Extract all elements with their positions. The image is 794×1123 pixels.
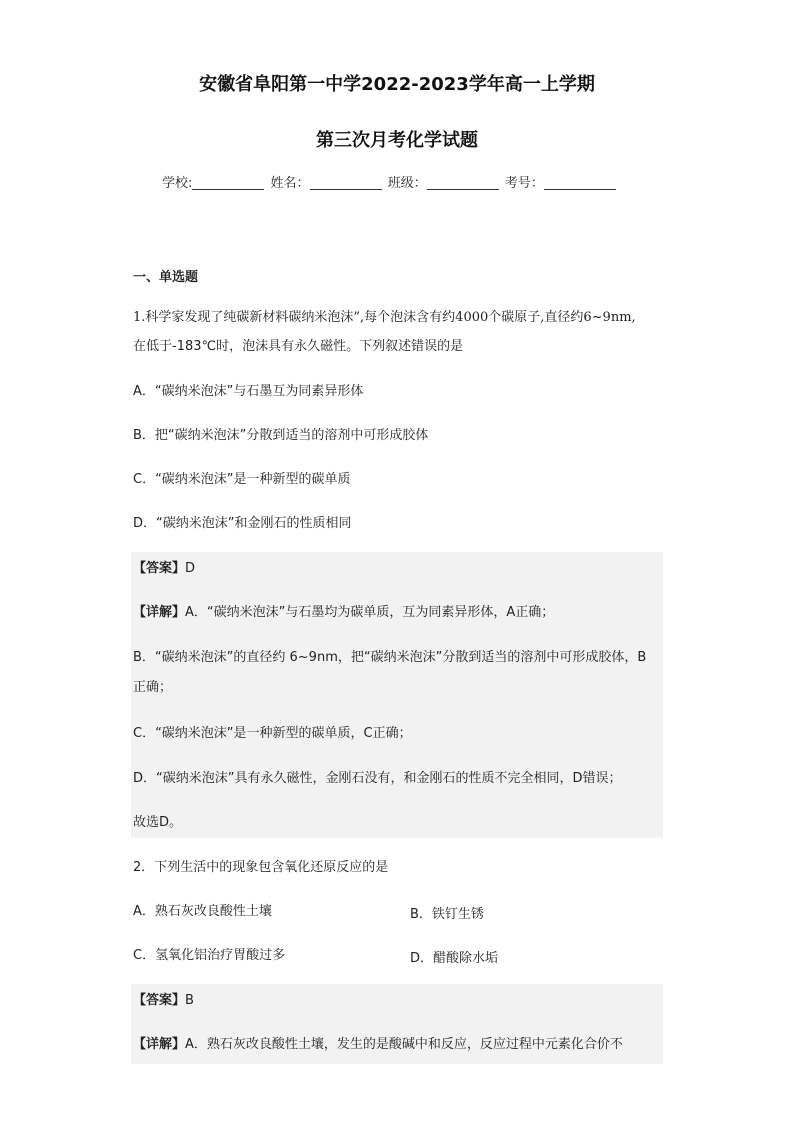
school-blank	[192, 175, 264, 190]
school-label: 学校:	[162, 176, 193, 191]
exam-title-line2: 第三次月考化学试题	[316, 130, 478, 151]
q1-stem-line1: 1.科学家发现了纯碳新材料碳纳米泡沫”,每个泡沫含有约4000个碳原子,直径约6~9nm,	[133, 310, 636, 325]
exam-title-line1: 安徽省阜阳第一中学2022-2023学年高一上学期	[199, 74, 595, 95]
q1-option-b: B．把“碳纳米泡沫”分散到适当的溶剂中可形成胶体	[133, 428, 429, 443]
q1-detail-line2: B．“碳纳米泡沫”的直径约 6~9nm，把“碳纳米泡沫”分散到适当的溶剂中可形成胶体，B	[133, 650, 647, 665]
q1-option-d: D．“碳纳米泡沫”和金刚石的性质相同	[133, 516, 352, 531]
class-label: 班级：	[387, 176, 427, 191]
q2-detail-label: 【详解】	[133, 1037, 186, 1052]
exam-number-blank	[544, 175, 616, 190]
q1-detail-line5: D．“碳纳米泡沫”具有永久磁性，金刚石没有，和金刚石的性质不完全相同，D错误；	[133, 771, 622, 786]
q1-detail-text1: A．“碳纳米泡沫”与石墨均为碳单质，互为同素异形体，A正确；	[185, 605, 555, 620]
q1-answer-label: 【答案】	[133, 561, 186, 576]
q1-answer-value: D	[185, 561, 196, 576]
q1-option-c: C．“碳纳米泡沫”是一种新型的碳单质	[133, 472, 351, 487]
q1-stem-line2: 在低于-183℃时，泡沫具有永久磁性。下列叙述错误的是	[133, 339, 464, 354]
q2-detail-text1: A．熟石灰改良酸性土壤，发生的是酸碱中和反应，反应过程中元素化合价不	[185, 1037, 623, 1052]
q1-detail-line1	[133, 604, 554, 622]
section-heading: 一、单选题	[133, 270, 199, 285]
q2-option-c: C．氢氧化铝治疗胃酸过多	[133, 948, 286, 963]
q1-answer	[133, 560, 195, 578]
q2-stem: 2．下列生活中的现象包含氧化还原反应的是	[133, 860, 389, 875]
q2-answer	[133, 992, 194, 1010]
class-blank	[427, 175, 499, 190]
q1-detail-line4: C．“碳纳米泡沫”是一种新型的碳单质，C正确；	[133, 726, 412, 741]
q2-option-a: A．熟石灰改良酸性土壤	[133, 904, 272, 919]
q2-detail-line1	[133, 1036, 623, 1054]
q2-answer-label: 【答案】	[133, 993, 186, 1008]
name-label: 姓名：	[270, 176, 310, 191]
q1-detail-line3: 正确；	[133, 680, 173, 695]
q1-answer-box	[131, 552, 663, 838]
q1-detail-label: 【详解】	[133, 605, 186, 620]
student-info-row	[162, 172, 618, 191]
exam-number-label: 考号：	[504, 176, 544, 191]
q2-answer-value: B	[185, 993, 194, 1008]
q2-option-d: D．醋酸除水垢	[410, 951, 499, 966]
q2-option-b: B．铁钉生锈	[410, 907, 484, 922]
q1-option-a: A．“碳纳米泡沫”与石墨互为同素异形体	[133, 384, 364, 399]
name-blank	[310, 175, 382, 190]
q1-detail-line6: 故选D。	[133, 815, 183, 830]
